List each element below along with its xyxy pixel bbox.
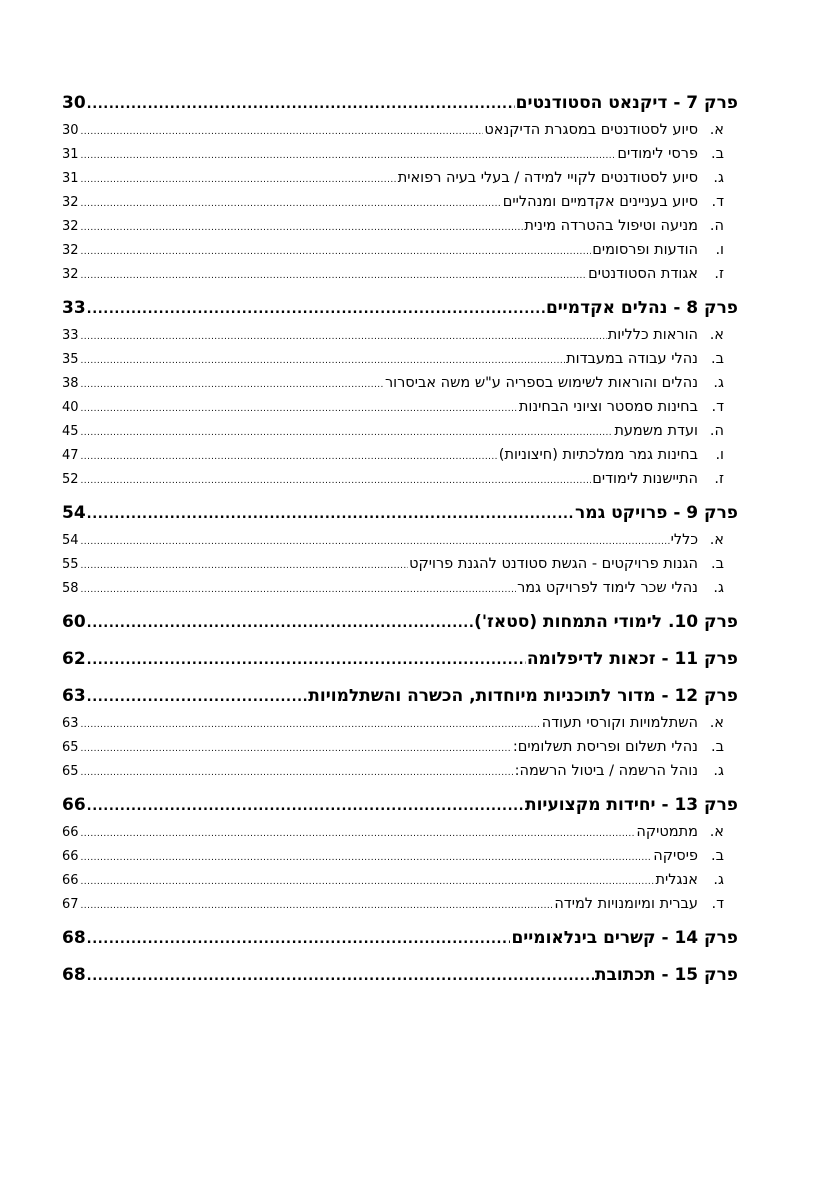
section-marker: ו. [715,447,724,463]
dot-leader [81,349,566,373]
dot-leader [81,846,653,870]
section-title: הגנות פרויקטים - הגשת סטודנט להגנת פרויקט [409,556,698,572]
page-number: 30 [62,93,86,113]
chapter-title: פרק 11 - זכאות לדיפלומה [526,649,738,669]
chapter-title: פרק 12 - מדור לתוכניות מיוחדות, הכשרה והשתלמויות [308,686,738,706]
dot-leader [81,445,498,469]
page-number: 68 [62,965,86,985]
toc-section-entry[interactable] [62,118,738,142]
toc-section-entry[interactable] [62,214,738,238]
page-number: 65 [62,740,79,755]
toc-chapter-entry[interactable] [62,607,738,637]
toc-section-entry[interactable] [62,528,738,552]
page-number: 33 [62,298,86,318]
toc-section-entry[interactable] [62,323,738,347]
page-number: 35 [62,352,79,367]
dot-leader [87,500,574,530]
section-title: התיישנות לימודים [592,471,698,487]
chapter-title: פרק 15 - תכתובת [594,965,738,985]
toc-section-entry[interactable] [62,711,738,735]
dot-leader [87,962,594,992]
section-title: בחינות סמסטר וציוני הבחינות [518,399,698,415]
section-marker: א. [709,715,724,731]
section-title: סיוע בעניינים אקדמיים ומנהליים [502,194,698,210]
page-number: 33 [62,328,79,343]
toc-section-entry[interactable] [62,347,738,371]
toc-section-entry[interactable] [62,395,738,419]
dot-leader [81,192,502,216]
toc-chapter-entry[interactable] [62,644,738,674]
dot-leader [87,609,473,639]
toc-chapter-entry[interactable] [62,293,738,323]
page-number: 54 [62,533,79,548]
chapter-title: פרק 7 - דיקנאט הסטודנטים [515,93,738,113]
chapter-title: פרק 13 - יחידות מקצועיות [524,795,738,815]
dot-leader [81,216,524,240]
section-title: נהלי תשלום ופריסת תשלומים: [512,739,698,755]
page-number: 31 [62,171,79,186]
table-of-contents [62,88,738,990]
section-marker: ג. [713,375,724,391]
toc-section-entry[interactable] [62,419,738,443]
page-number: 45 [62,424,79,439]
section-marker: ה. [709,423,724,439]
toc-section-entry[interactable] [62,262,738,286]
dot-leader [81,713,541,737]
dot-leader [81,144,617,168]
toc-section-entry[interactable] [62,576,738,600]
section-marker: א. [709,532,724,548]
toc-section-entry[interactable] [62,759,738,783]
section-title: עברית ומיומנויות למידה [554,896,698,912]
toc-chapter-entry[interactable] [62,960,738,990]
section-title: סיוע לסטודנטים במסגרת הדיקנאט [484,122,698,138]
section-title: הוראות כלליות [607,327,698,343]
dot-leader [81,578,517,602]
section-title: נהלי עבודה במעבדות [566,351,698,367]
dot-leader [81,822,636,846]
page-number: 62 [62,649,86,669]
dot-leader [81,870,655,894]
section-title: נהלים והוראות לשימוש בספריה ע"ש משה אביסרור [384,375,698,391]
section-marker: א. [709,327,724,343]
section-marker: ב. [711,848,724,864]
dot-leader [87,295,545,325]
page-number: 54 [62,503,86,523]
page-number: 32 [62,243,79,258]
chapter-title: פרק 10. לימודי התמחות (סטאז') [474,612,738,632]
section-title: נוהל הרשמה / ביטול הרשמה: [514,763,698,779]
section-title: אגודת הסטודנטים [588,266,698,282]
section-title: מתמטיקה [636,824,698,840]
page-number: 32 [62,267,79,282]
dot-leader [81,240,592,264]
page-number: 65 [62,764,79,779]
toc-section-entry[interactable] [62,238,738,262]
section-marker: ז. [714,266,724,282]
section-title: פרסי לימודים [617,146,698,162]
toc-section-entry[interactable] [62,467,738,491]
toc-section-entry[interactable] [62,892,738,916]
dot-leader [87,792,524,822]
section-title: הודעות ופרסומים [592,242,698,258]
toc-section-entry[interactable] [62,820,738,844]
dot-leader [81,325,607,349]
section-title: סיוע לסטודנטים לקויי למידה / בעלי בעיה רפואית [397,170,698,186]
page-number: 47 [62,448,79,463]
page-number: 31 [62,147,79,162]
dot-leader [87,646,526,676]
toc-section-entry[interactable] [62,735,738,759]
section-marker: ב. [711,146,724,162]
section-marker: ב. [711,556,724,572]
page-number: 55 [62,557,79,572]
section-marker: ב. [711,351,724,367]
toc-section-entry[interactable] [62,166,738,190]
toc-chapter-entry[interactable] [62,498,738,528]
dot-leader [81,397,518,421]
page-number: 66 [62,873,79,888]
page-number: 66 [62,795,86,815]
section-marker: א. [709,824,724,840]
page-number: 30 [62,123,79,138]
dot-leader [81,469,592,493]
section-marker: ב. [711,739,724,755]
section-marker: ד. [711,896,724,912]
dot-leader [81,530,670,554]
page-number: 38 [62,376,79,391]
page-number: 63 [62,686,86,706]
toc-section-entry[interactable] [62,142,738,166]
page-number: 32 [62,219,79,234]
chapter-title: פרק 8 - נהלים אקדמיים [545,298,738,318]
section-marker: ג. [713,872,724,888]
page-number: 40 [62,400,79,415]
toc-chapter-entry[interactable] [62,88,738,118]
toc-section-entry[interactable] [62,371,738,395]
dot-leader [87,90,515,120]
page-number: 67 [62,897,79,912]
section-marker: ז. [714,471,724,487]
section-title: בחינות גמר ממלכתיות (חיצוניות) [498,447,698,463]
page-number: 52 [62,472,79,487]
dot-leader [87,683,308,713]
section-marker: ד. [711,399,724,415]
section-marker: ה. [709,218,724,234]
page-number: 58 [62,581,79,596]
toc-chapter-entry[interactable] [62,923,738,953]
toc-section-entry[interactable] [62,868,738,892]
page-number: 66 [62,849,79,864]
toc-section-entry[interactable] [62,190,738,214]
section-title: כללי [670,532,698,548]
section-marker: ג. [713,763,724,779]
dot-leader [87,925,511,955]
section-title: השתלמויות וקורסי תעודה [541,715,698,731]
page-number: 32 [62,195,79,210]
dot-leader [81,761,514,785]
dot-leader [81,264,588,288]
section-title: מניעה וטיפול בהטרדה מינית [524,218,698,234]
page-number: 63 [62,716,79,731]
dot-leader [81,894,554,918]
dot-leader [81,168,397,192]
page-number: 66 [62,825,79,840]
chapter-title: פרק 9 - פרויקט גמר [575,503,738,523]
toc-section-entry[interactable] [62,552,738,576]
section-marker: ג. [713,170,724,186]
section-title: אנגלית [655,872,698,888]
toc-section-entry[interactable] [62,443,738,467]
section-marker: א. [709,122,724,138]
toc-section-entry[interactable] [62,844,738,868]
toc-chapter-entry[interactable] [62,790,738,820]
chapter-title: פרק 14 - קשרים בינלאומיים [511,928,738,948]
dot-leader [81,554,409,578]
section-marker: ג. [713,580,724,596]
dot-leader [81,421,614,445]
section-marker: ד. [711,194,724,210]
section-title: נהלי שכר לימוד לפרויקט גמר [517,580,698,596]
page-number: 60 [62,612,86,632]
section-title: פיסיקה [653,848,698,864]
dot-leader [81,737,512,761]
section-marker: ו. [715,242,724,258]
dot-leader [81,373,384,397]
toc-chapter-entry[interactable] [62,681,738,711]
section-title: ועדת משמעת [614,423,698,439]
page-number: 68 [62,928,86,948]
dot-leader [81,120,484,144]
